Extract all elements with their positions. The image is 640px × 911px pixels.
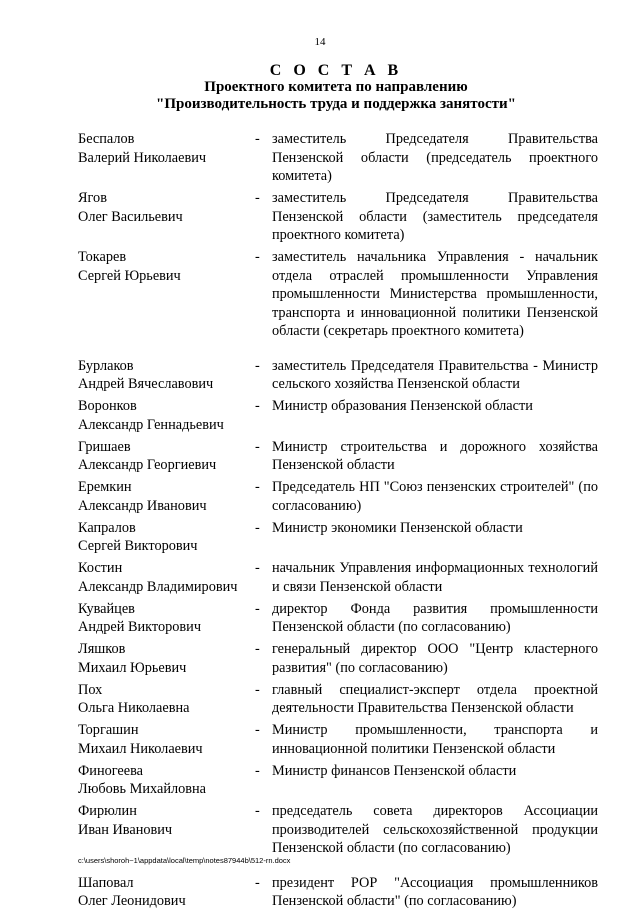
member-row — [78, 721, 598, 758]
member-surname: Гришаев — [78, 438, 131, 455]
member-dash: - — [255, 803, 260, 819]
member-surname: Торгашин — [78, 722, 139, 738]
member-surname: Токарев — [78, 249, 127, 265]
heading-subtitle-line-1: Проектного комитета по направлению — [204, 79, 468, 95]
member-row — [78, 762, 598, 799]
member-row — [78, 248, 598, 341]
member-position: генеральный директор ООО "Центр кластерного развития" (по согласованию) — [272, 641, 598, 676]
member-given-names: Александр Геннадьевич — [78, 416, 224, 433]
member-dash: - — [255, 681, 260, 698]
member-name — [78, 600, 255, 637]
heading-subtitle-line-2: "Производительность труда и поддержка занятости" — [156, 96, 516, 112]
member-name — [78, 248, 255, 341]
member-dash: - — [255, 762, 260, 779]
member-surname: Беспалов — [78, 131, 135, 147]
member-position: Председатель НП "Союз пензенских строителей" (по согласованию) — [272, 479, 598, 514]
member-name — [78, 478, 255, 515]
member-given-names: Иван Иванович — [78, 821, 173, 838]
footer-file-path: c:\users\shoroh~1\appdata\local\temp\notes87944b\512-rn.docx — [78, 856, 291, 865]
member-surname: Шаповал — [78, 874, 134, 891]
member-name — [78, 721, 255, 758]
member-position: Министр финансов Пензенской области — [272, 762, 517, 779]
heading-title: С О С Т А В — [269, 62, 403, 79]
member-surname: Воронков — [78, 398, 137, 414]
member-name — [78, 189, 255, 245]
member-name — [78, 357, 255, 394]
member-surname: Финогеева — [78, 762, 144, 779]
member-given-names: Олег Леонидович — [78, 893, 186, 909]
member-row — [78, 397, 598, 434]
member-row — [78, 438, 598, 475]
member-position: заместитель Председателя Правительства - Министр сельского хозяйства Пензенской области — [272, 357, 598, 392]
member-position: Министр строительства и дорожного хозяйства Пензенской области — [272, 438, 598, 473]
member-surname: Фирюлин — [78, 803, 137, 819]
member-row — [78, 559, 598, 596]
member-position: заместитель Председателя Правительства Пензенской области (председатель проектного комитета) — [272, 131, 598, 184]
member-surname: Капралов — [78, 519, 136, 536]
member-dash: - — [255, 357, 260, 374]
member-position: президент РОР "Ассоциация промышленников Пензенской области" (по согласованию) — [272, 874, 598, 909]
member-dash: - — [255, 479, 260, 495]
member-dash: - — [255, 560, 260, 576]
member-name — [78, 559, 255, 596]
member-name — [78, 130, 255, 186]
member-surname: Костин — [78, 560, 123, 576]
member-surname: Пох — [78, 681, 103, 698]
member-surname: Еремкин — [78, 479, 132, 495]
member-dash: - — [255, 249, 260, 265]
member-given-names: Александр Георгиевич — [78, 457, 217, 473]
member-surname: Бурлаков — [78, 357, 134, 374]
member-given-names: Олег Васильевич — [78, 208, 183, 225]
member-position: председатель совета директоров Ассоциации производителей сельскохозяйственной продукции Пензенской области (по согласованию) — [272, 803, 598, 856]
member-position: Министр экономики Пензенской области — [272, 519, 523, 536]
member-name — [78, 519, 255, 556]
member-row — [78, 357, 598, 394]
member-row — [78, 681, 598, 718]
member-dash: - — [255, 722, 260, 738]
member-surname: Ягов — [78, 190, 107, 206]
committee-members-list — [78, 130, 598, 911]
member-name — [78, 802, 255, 858]
member-given-names: Сергей Юрьевич — [78, 267, 181, 284]
member-given-names: Александр Владимирович — [78, 578, 238, 595]
member-surname: Кувайцев — [78, 600, 135, 617]
member-given-names: Михаил Юрьевич — [78, 659, 187, 676]
member-name — [78, 681, 255, 718]
page-number: 14 — [314, 36, 326, 48]
member-row — [78, 478, 598, 515]
member-position: Министр промышленности, транспорта и инновационной политики Пензенской области — [272, 722, 598, 757]
member-dash: - — [255, 131, 260, 147]
member-given-names: Сергей Викторович — [78, 538, 198, 554]
member-position: Министр образования Пензенской области — [272, 398, 533, 414]
member-given-names: Любовь Михайловна — [78, 781, 206, 797]
member-dash: - — [255, 874, 260, 891]
member-position: начальник Управления информационных технологий и связи Пензенской области — [272, 560, 598, 595]
member-given-names: Андрей Викторович — [78, 619, 202, 635]
member-surname: Ляшков — [78, 641, 126, 657]
member-given-names: Андрей Вячеславович — [78, 376, 214, 392]
member-position: директор Фонда развития промышленности Пензенской области (по согласованию) — [272, 600, 598, 635]
member-given-names: Михаил Николаевич — [78, 740, 203, 757]
member-given-names: Ольга Николаевна — [78, 700, 190, 716]
member-given-names: Валерий Николаевич — [78, 149, 207, 166]
member-position: главный специалист-эксперт отдела проектной деятельности Правительства Пензенской области — [272, 681, 598, 716]
member-row — [78, 600, 598, 637]
member-position: заместитель начальника Управления - начальник отдела отраслей промышленности Управления промышленности Министерства промышленности, транспорта и инновационной политики Пензенской области (секретарь проектного комитета) — [272, 249, 598, 339]
member-row — [78, 130, 598, 186]
member-row — [78, 519, 598, 556]
member-dash: - — [255, 438, 260, 455]
member-dash: - — [255, 519, 260, 536]
member-row — [78, 189, 598, 245]
member-position: заместитель Председателя Правительства Пензенской области (заместитель председателя проектного комитета) — [272, 190, 598, 243]
member-given-names: Александр Иванович — [78, 497, 207, 514]
member-name — [78, 640, 255, 677]
member-name — [78, 762, 255, 799]
document-heading — [0, 62, 640, 113]
member-dash: - — [255, 190, 260, 206]
member-dash: - — [255, 600, 260, 617]
member-name — [78, 438, 255, 475]
member-row — [78, 640, 598, 677]
member-dash: - — [255, 641, 260, 657]
member-dash: - — [255, 398, 260, 414]
member-row — [78, 802, 598, 858]
member-name — [78, 397, 255, 434]
